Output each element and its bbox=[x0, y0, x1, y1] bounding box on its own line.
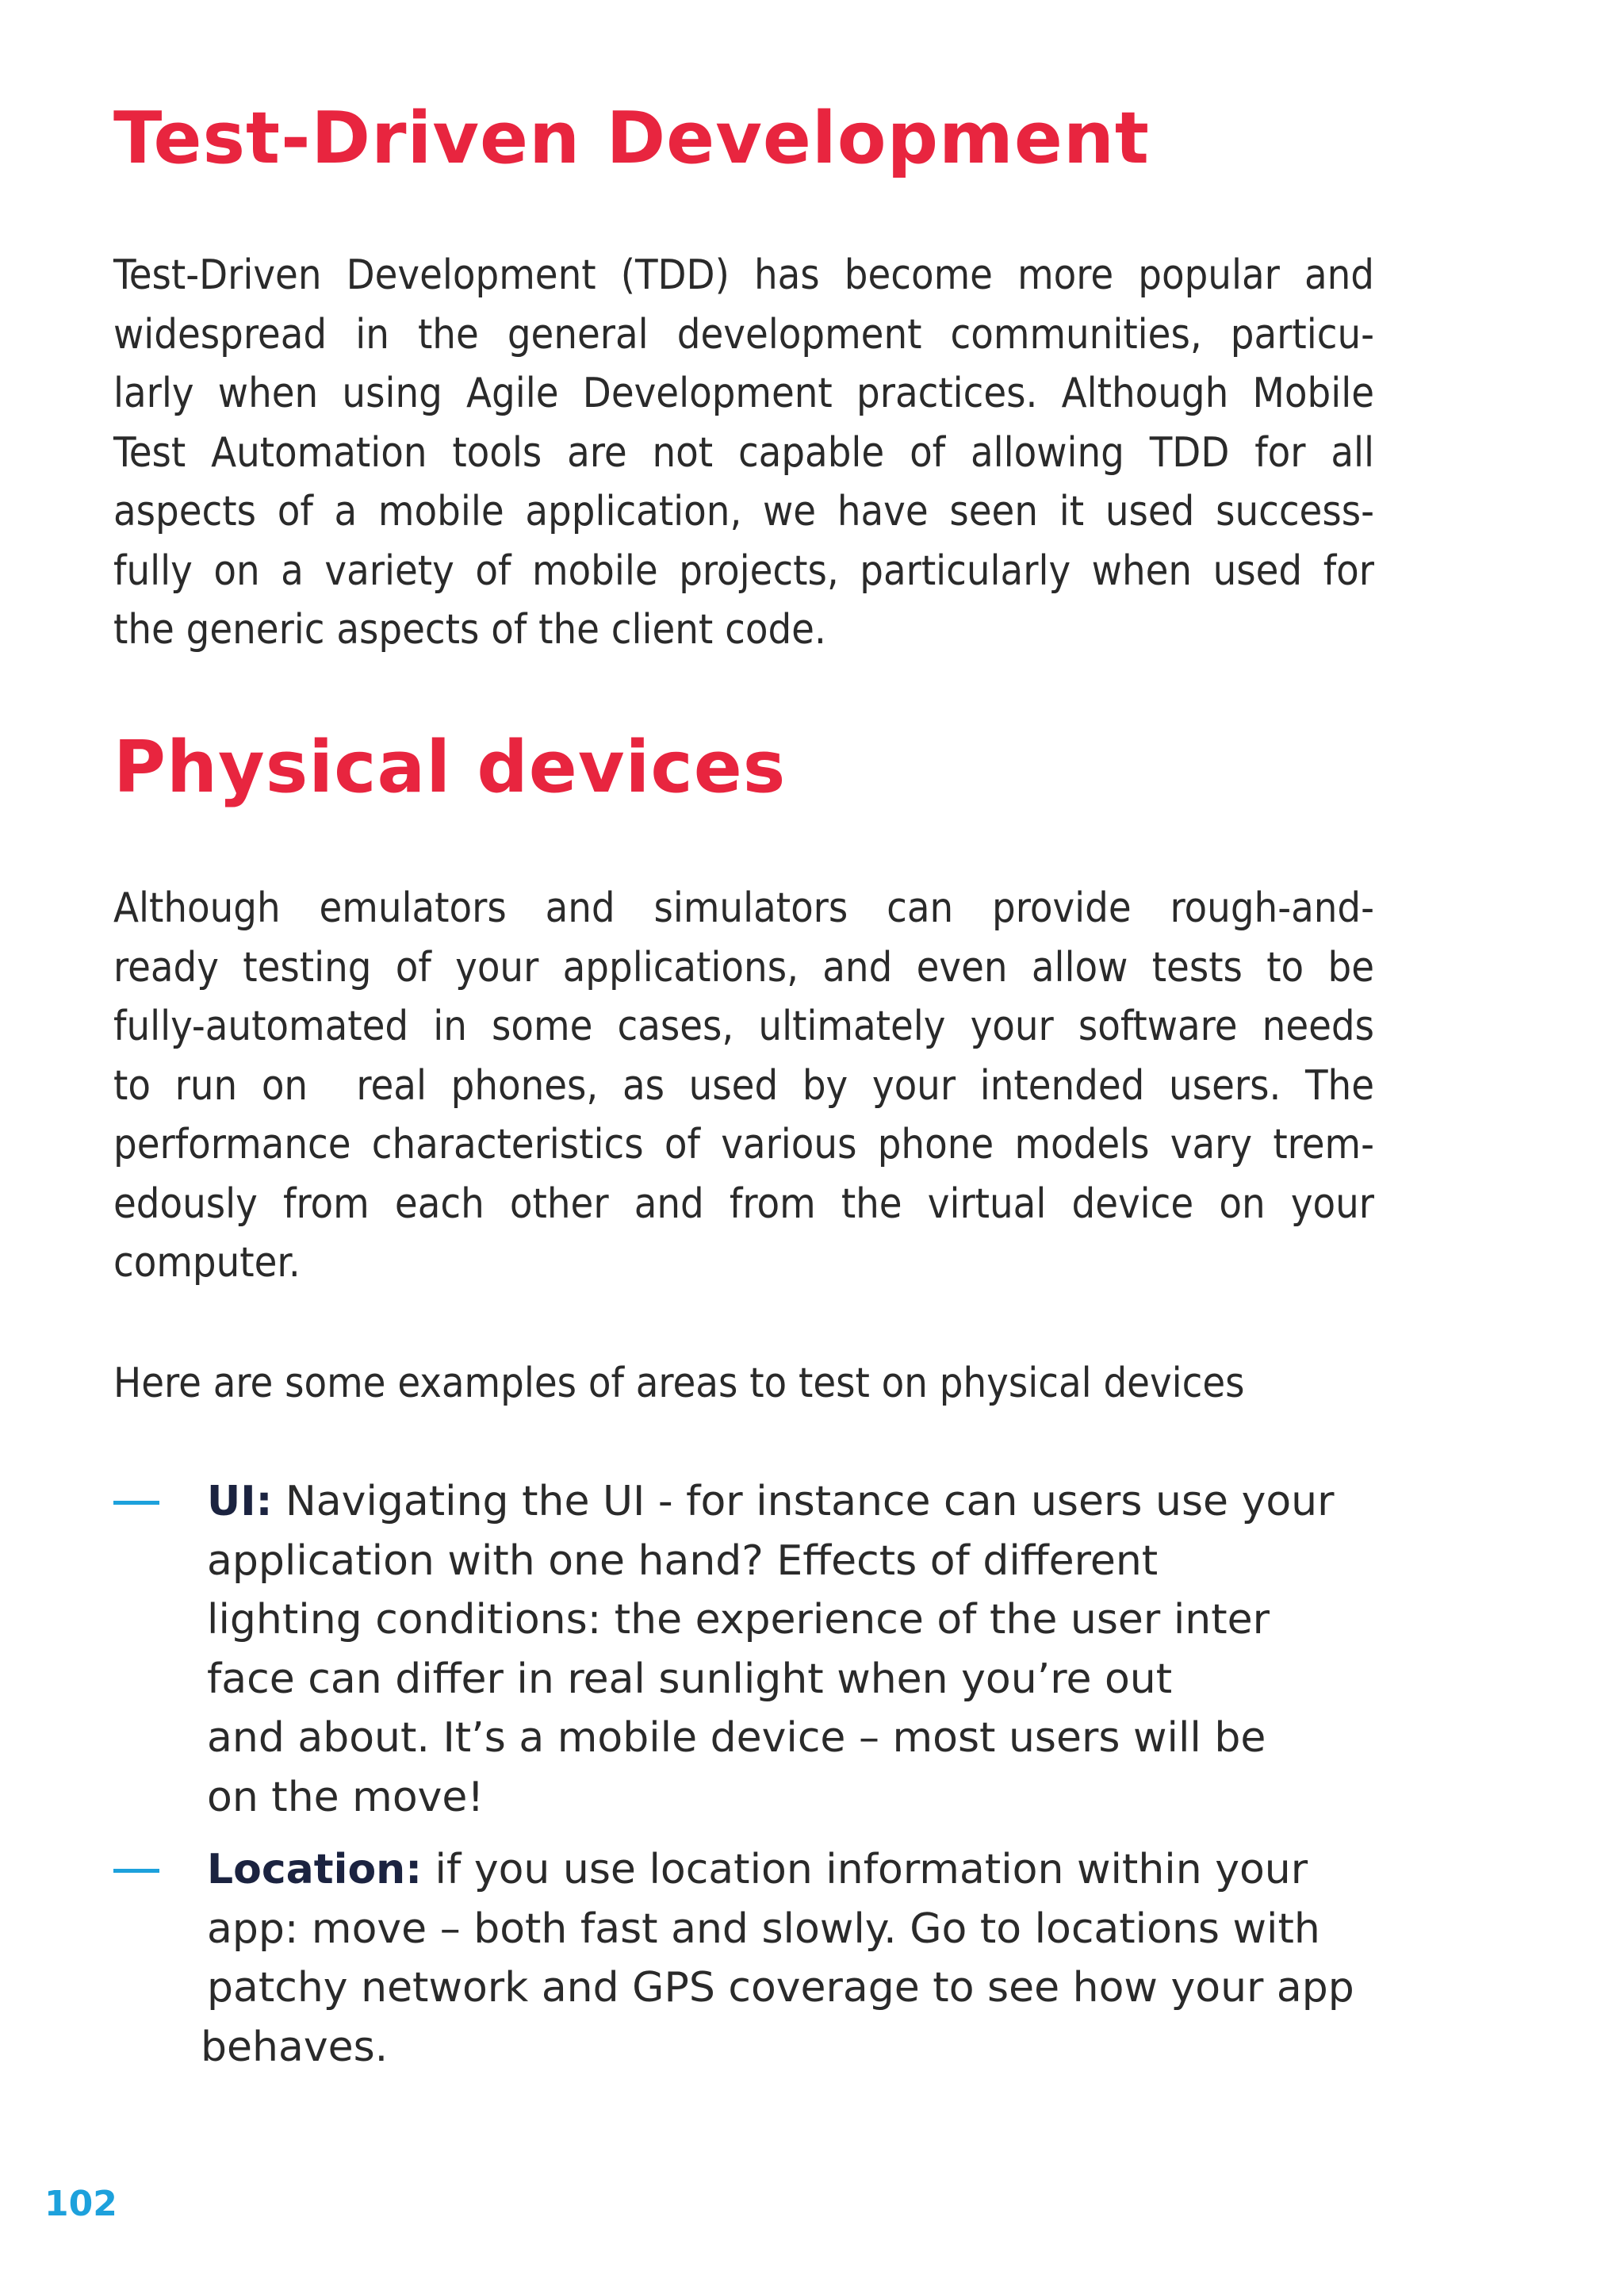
text-line: Test-Driven Development (TDD) has become more popular and bbox=[113, 251, 1374, 299]
text-line: edously from each other and from the virtual device on your bbox=[113, 1180, 1374, 1228]
text-line: Here are some examples of areas to test on physical devices bbox=[113, 1360, 1245, 1407]
paragraph-tdd bbox=[113, 246, 1374, 660]
text-line: fully-automated in some cases, ultimately your software needs bbox=[113, 1003, 1374, 1050]
text-line bbox=[207, 1472, 1396, 1532]
text-line: the generic aspects of the client code. bbox=[113, 606, 826, 654]
paragraph-examples-intro bbox=[113, 1354, 1374, 1414]
text-line: behaves. bbox=[201, 2023, 389, 2071]
text-line: ready testing of your applications, and even allow tests to be bbox=[113, 943, 1374, 992]
section-heading-physical-devices: Physical devices bbox=[113, 726, 787, 809]
em-dash-bullet-icon bbox=[113, 1869, 159, 1873]
text-line: aspects of a mobile application, we have seen it used success- bbox=[113, 488, 1374, 535]
text-line: Although emulators and simulators can provide rough-and- bbox=[113, 884, 1374, 932]
text-line: app: move – both fast and slowly. Go to locations with bbox=[207, 1904, 1320, 1953]
text-line: on the move! bbox=[207, 1773, 485, 1821]
text-line: patchy network and GPS coverage to see how your app bbox=[207, 1964, 1354, 2012]
bullet-term: Location: bbox=[207, 1846, 422, 1893]
text-line: to run on real phones, as used by your intended users. The bbox=[113, 1061, 1374, 1110]
page-number: 102 bbox=[44, 2184, 117, 2224]
text-line: and about. It’s a mobile device – most users will be bbox=[207, 1714, 1266, 1762]
text-line: larly when using Agile Development practices. Although Mobile bbox=[113, 370, 1374, 417]
text-line: application with one hand? Effects of different bbox=[207, 1536, 1159, 1585]
bullet-text bbox=[207, 1472, 1396, 1827]
text-line: fully on a variety of mobile projects, particularly when used for bbox=[113, 547, 1374, 595]
text-line: computer. bbox=[113, 1239, 301, 1287]
bullet-term: UI: bbox=[207, 1478, 273, 1525]
text-line: widespread in the general development communities, particu- bbox=[113, 310, 1374, 359]
bullet-first-line: Navigating the UI - for instance can users use your bbox=[272, 1478, 1335, 1525]
section-heading-tdd: Test-Driven Development bbox=[113, 97, 1150, 180]
text-line: Test Automation tools are not capable of allowing TDD for all bbox=[113, 428, 1374, 477]
text-line: performance characteristics of various phone models vary trem- bbox=[113, 1121, 1374, 1168]
paragraph-physical-devices bbox=[113, 879, 1374, 1293]
text-line: face can differ in real sunlight when you’re out bbox=[207, 1655, 1173, 1703]
text-line: lighting conditions: the experience of the user inter bbox=[207, 1596, 1270, 1644]
bullet-text bbox=[201, 1840, 1396, 2077]
em-dash-bullet-icon bbox=[113, 1501, 159, 1505]
bullet-first-line: if you use location information within your bbox=[422, 1846, 1308, 1893]
text-line bbox=[207, 1840, 1396, 1900]
